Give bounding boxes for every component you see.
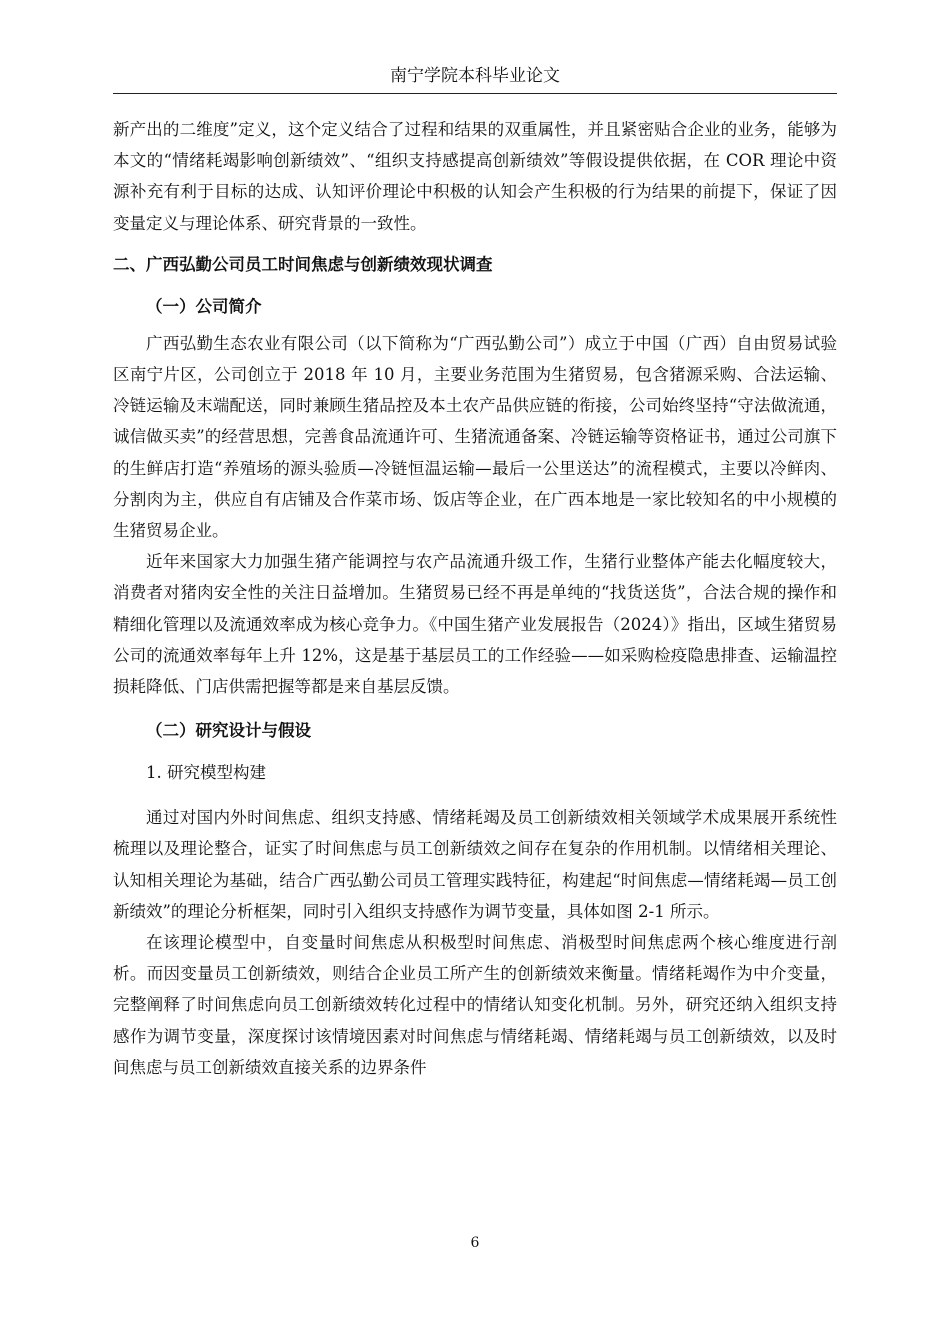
item-heading-model: 1. 研究模型构建 xyxy=(146,763,266,783)
page-body xyxy=(113,114,837,1083)
paragraph-industry-context: 近年来国家大力加强生猪产能调控与农产品流通升级工作，生猪行业整体产能去化幅度较大，消费者对猪肉安全性的关注日益增加。生猪贸易已经不再是单纯的“找货送货”，合法合规的操作和精细化管理以及流通效率成为核心竞争力。《中国生猪产业发展报告（2024）》指出，区域生猪贸易公司的流通效率每年上升 12%，这是基于基层员工的工作经验——如采购检疫隐患排查、运输温控损耗降低、门店供需把握等都是来自基层反馈。 xyxy=(113,552,837,697)
paragraph-model-framework: 通过对国内外时间焦虑、组织支持感、情绪耗竭及员工创新绩效相关领域学术成果展开系统性梳理以及理论整合，证实了时间焦虑与员工创新绩效之间存在复杂的作用机制。以情绪相关理论、认知相关理论为基础，结合广西弘勤公司员工管理实践特征，构建起“时间焦虑—情绪耗竭—员工创新绩效”的理论分析框架，同时引入组织支持感作为调节变量，具体如图 2-1 所示。 xyxy=(113,808,837,921)
section-heading: 二、广西弘勤公司员工时间焦虑与创新绩效现状调查 xyxy=(113,254,493,274)
header-rule xyxy=(113,93,837,94)
subsection-heading-company: （一）公司简介 xyxy=(146,296,262,316)
paragraph-continuation: 新产出的二维度”定义，这个定义结合了过程和结果的双重属性，并且紧密贴合企业的业务，能够为本文的“情绪耗竭影响创新绩效”、“组织支持感提高创新绩效”等假设提供依据，在 COR 理论中资源补充有利于目标的达成、认知评价理论中积极的认知会产生积极的行为结果的前提下，保证了因变量定义与理论体系、研究背景的一致性。 xyxy=(113,120,837,233)
subsection-heading-design: （二）研究设计与假设 xyxy=(146,721,311,741)
page-number: 6 xyxy=(470,1235,480,1251)
running-header: 南宁学院本科毕业论文 xyxy=(390,66,560,86)
paragraph-company-intro: 广西弘勤生态农业有限公司（以下简称为“广西弘勤公司”）成立于中国（广西）自由贸易试验区南宁片区，公司创立于 2018 年 10 月，主要业务范围为生猪贸易，包含猪源采购、合法运输、冷链运输及末端配送，同时兼顾生猪品控及本土农产品供应链的衔接，公司始终坚持“守法做流通，诚信做买卖”的经营思想，完善食品流通许可、生猪流通备案、冷链运输等资格证书，通过公司旗下的生鲜店打造“养殖场的源头验质—冷链恒温运输—最后一公里送达”的流程模式，主要以冷鲜肉、分割肉为主，供应自有店铺及合作菜市场、饭店等企业，在广西本地是一家比较知名的中小规模的生猪贸易企业。 xyxy=(113,333,837,541)
paragraph-model-variables: 在该理论模型中，自变量时间焦虑从积极型时间焦虑、消极型时间焦虑两个核心维度进行剖析。而因变量员工创新绩效，则结合企业员工所产生的创新绩效来衡量。情绪耗竭作为中介变量，完整阐释了时间焦虑向员工创新绩效转化过程中的情绪认知变化机制。另外，研究还纳入组织支持感作为调节变量，深度探讨该情境因素对时间焦虑与情绪耗竭、情绪耗竭与员工创新绩效，以及时间焦虑与员工创新绩效直接关系的边界条件 xyxy=(113,933,837,1077)
